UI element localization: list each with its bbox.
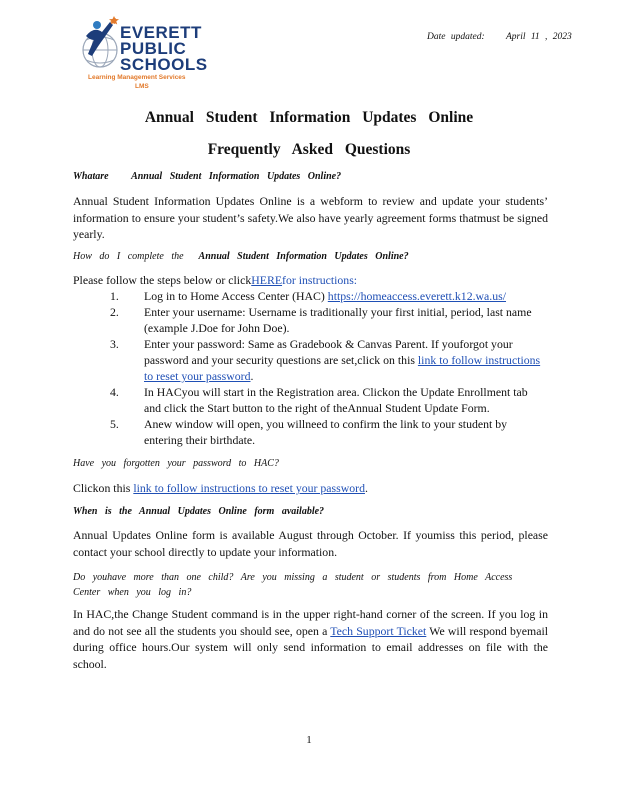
answer-5-before: In HAC,the Change Student command is in the upper right-hand corner of the screen. If you log in and do not see all the students you should see, open a: [73, 607, 548, 638]
logo-subtitle: Learning Management Services: [88, 74, 186, 81]
step-number: 5.: [110, 417, 119, 432]
step-number: 2.: [110, 305, 119, 320]
step-number: 1.: [110, 289, 119, 303]
question-5-line-2: Center when you log in?: [73, 587, 192, 598]
step-number: 3.: [110, 337, 119, 352]
list-item: [106, 337, 546, 384]
step-text-end: .: [250, 368, 254, 383]
logo-text-everett: EVERETT: [120, 23, 202, 42]
answer-1: Annual Student Information Updates Online is a webform to review and update your students’ information to ensure your student’s safety.We also have yearly agreement forms thatmust be signed yearly.: [73, 194, 548, 241]
step-text: Anew window will open, you willneed to confirm the link to your student by entering their birthdate.: [144, 417, 508, 448]
answer-2-before: Please follow the steps below or click: [73, 273, 252, 287]
question-4: [73, 506, 324, 517]
page-number: 1: [306, 734, 312, 746]
question-2: [73, 251, 409, 262]
hac-url-link[interactable]: https://homeaccess.everett.k12.wa.us/: [327, 289, 507, 303]
question-1-prefix: Whatare: [73, 171, 109, 182]
answer-3-before: Clickon this: [73, 481, 134, 495]
question-2-text: Annual Student Information Updates Online?: [198, 251, 409, 262]
list-item: [106, 289, 546, 305]
here-link[interactable]: HERE: [251, 273, 283, 287]
date-updated: [427, 32, 572, 42]
list-item: [106, 417, 546, 449]
district-logo: [80, 16, 230, 96]
tech-support-ticket-link[interactable]: Tech Support Ticket: [330, 623, 427, 638]
logo-subtitle-lms: LMS: [135, 83, 149, 90]
list-item: [106, 385, 546, 417]
question-5-line-1: Do youhave more than one child? Are you missing a student or students from Home Access: [73, 572, 513, 583]
question-2-prefix: How do I complete the: [73, 251, 184, 262]
answer-5-after: We will respond byemail during office hours.Our system will only send information to email addresses on file with the school.: [73, 623, 549, 671]
step-text: Log in to Home Access Center (HAC): [144, 289, 328, 303]
question-5: [73, 570, 512, 600]
answer-3-after: .: [364, 481, 368, 495]
answer-4: Annual Updates Online form is available August through October. If youmiss this period, please contact your school directly to update your information.: [73, 528, 548, 559]
answer-2-after: for instructions:: [282, 273, 358, 287]
question-1: [73, 171, 341, 182]
globe-figure-icon: [80, 16, 122, 78]
page-subtitle: Frequently Asked Questions: [207, 141, 411, 158]
reset-password-link-2[interactable]: link to follow instructions to reset your password: [133, 481, 365, 495]
steps-list: [106, 289, 546, 449]
date-value: April 11 , 2023: [505, 32, 572, 42]
step-text: Enter your username: Username is traditionally your first initial, period, last name (example J.Doe for John Doe).: [144, 305, 532, 336]
step-text: In HACyou will start in the Registration area. Clickon the Update Enrollment tab and click the Start button to the right of theAnnual Student Update Form.: [144, 385, 528, 416]
step-number: 4.: [110, 385, 119, 400]
reset-password-link[interactable]: link to follow instructions to reset your password: [144, 353, 541, 383]
question-3: Have you forgotten your password to HAC?: [73, 458, 279, 469]
question-1-text: Annual Student Information Updates Online?: [131, 171, 342, 182]
question-4-text: When is the Annual Updates Online form available?: [73, 506, 325, 517]
answer-2: [73, 272, 548, 289]
date-label: Date updated:: [427, 32, 485, 42]
answer-3: [73, 480, 548, 497]
logo-text-public: PUBLIC: [120, 39, 187, 58]
step-text: Enter your password: Same as Gradebook & Canvas Parent. If youforgot your password and your security questions are set,click on this: [144, 337, 513, 368]
logo-text-schools: SCHOOLS: [120, 55, 208, 74]
answer-5: [73, 606, 548, 672]
list-item: [106, 305, 546, 337]
page-title: Annual Student Information Updates Online: [144, 109, 474, 126]
